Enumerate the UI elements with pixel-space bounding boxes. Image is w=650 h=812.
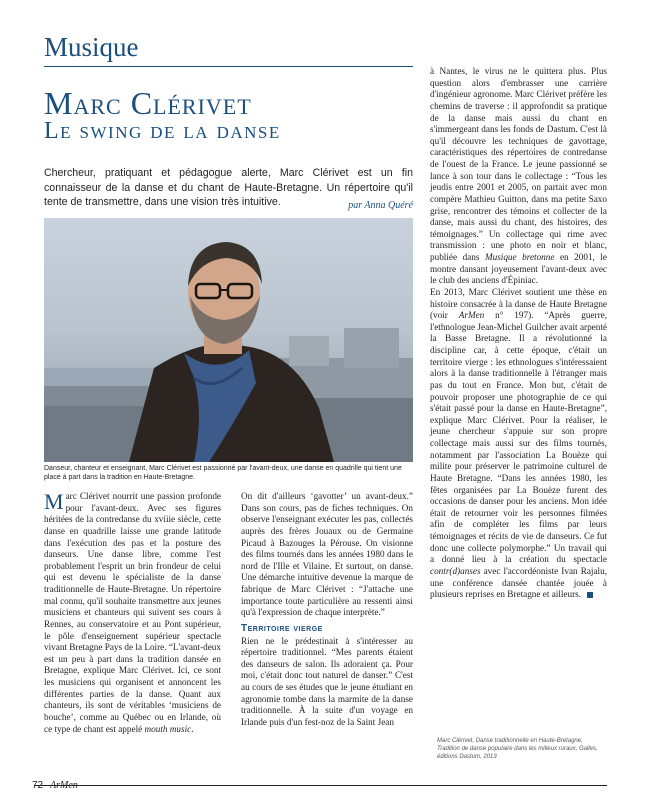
column-1-italic: mouth music: [144, 723, 192, 734]
portrait-photo: [44, 218, 413, 462]
portrait-illustration: [44, 218, 413, 462]
article-column-1: Marc Clérivet nourrit une passion profonde pour l'avant-deux. Avec ses figures héritées de la contredanse du xviiie siècle, cette danse en quadrille laisse une grande latitude dans l'exécution des pas et la posture des danseurs. Une danse libre, comme l'est probablement l'esprit un brin frondeur de celui qui est devenu le spécialiste de la danse traditionnelle de Haute-Bretagne. Un répertoire mal connu, qu'il souhaite transmettre aux jeunes musiciens et chanteurs qui suivent ses cours à Rennes, au conservatoire et au Pont supérieur, le pôle d'enseignement supérieur spectacle vivant Bretagne Pays de la Loire. “L'avant-deux est un peu à part dans la tradition dansée en Bretagne, explique Marc Clérivet. Ici, ce sont les musiciens qui organisent et annoncent les différentes parties de la danse. Quant aux chanteurs, ils sont de véritables ‘musiciens de bouche’, comme au Québec ou en Irlande, où ce type de chant est appelé mouth music.: [44, 489, 221, 734]
show-title-italic: contr(d)anses: [430, 565, 481, 576]
column-3-paragraph-1: à Nantes, le virus ne le quittera plus. Plus question alors d'embrasser une carrière d'ingénieur agronome. Marc Clérivet préfère les chemins de traverse : il approfondit sa pratique de la danse mais aussi du chant en s'immergeant dans les fonds de Dastum. C'est là qu'il découvre les techniques de gavottage, caractéristiques des répertoires de contredanse de l'ouest de la France. Le jeune passionné se lance à son tour dans le collectage : “Tous les jeudis entre 2001 et 2005, on partait avec mon compère Mathieu Guitton, dans ma petite Saxo grise, rencontrer des témoins et collecter de la danse, mais aussi du chant, des histoires, des témoignages.” Un collectage qui rime avec transmission : une photo en noir et blanc, publiée dans Musique bretonne en 2001, le montre dansant joyeusement l'avant-deux avec le club des anciens d'Épiniac.: [430, 66, 607, 286]
column-3-paragraph-2: En 2013, Marc Clérivet soutient une thèse en histoire consacrée à la danse de Haute Bretagne (voir ArMen n° 197). “Après guerre, l'ethnologue Jean-Michel Guilcher avait arpenté la Basse Bretagne. Il a révolutionné la discipline car, à cette époque, c'était un territoire vierge : les ethnologues s'intéressaient alors à la danse traditionnelle à l'étranger mais pas du tout en France. Mon but, c'était de pouvoir proposer une photographie de ce qui s'était passé pour la danse en Haute-Bretagne”, explique Marc Clérivet. Pour la réaliser, le jeune chercheur s'appuie sur son propre collectage mais aussi sur des films tournés, notamment par l'association La Bouèze qui milite pour préserver le patrimoine culturel de Haute Bretagne. “Dans les années 1980, les fêtes organisées par La Bouèze furent des occasions de danser pour les anciens. Mon idée était de retourner voir les personnes filmées afin de compléter les films par leurs témoignages et récits de vie de danseurs. Ce fut donc une collecte polymorphe.” Un travail qui a donné lieu à la création du spectacle contr(d)anses avec l'accordéoniste Ivan Rajalu, une conférence dansée chantée jouée à plusieurs reprises en Bretagne et ailleurs.: [430, 286, 608, 600]
footer-magazine-name: ArMen: [50, 780, 78, 791]
photo-caption: Danseur, chanteur et enseignant, Marc Clérivet est passionné par l'avant-deux, une danse en quadrille qui tient une place à part dans la tradition en Haute-Bretagne.: [44, 465, 402, 482]
article-intro: Chercheur, pratiquant et pédagogue alerte, Marc Clérivet est un fin connaisseur de la danse et du chant de Haute-Bretagne. Un répertoire qu'il tente de transmettre, dans une vision très intuitive.: [44, 167, 413, 209]
armen-italic: ArMen: [458, 310, 485, 321]
byline: par Anna Quéré: [348, 200, 413, 211]
column-1-text: arc Clérivet nourrit une passion profonde pour l'avant-deux. Avec ses figures héritées de la contredanse du xviiie siècle, cette danse en quadrille laisse une grande latitude dans l'exécution des pas et la posture des danseurs. Une danse libre, comme l'est probablement l'esprit un brin frondeur de celui qui est devenu le spécialiste de la danse traditionnelle de Haute-Bretagne. Un répertoire mal connu, qu'il souhaite transmettre aux jeunes musiciens et chanteurs qui suivent ses cours à Rennes, au conservatoire et au Pont supérieur, le pôle d'enseignement supérieur spectacle vivant Bretagne Pays de la Loire. “L'avant-deux est un peu à part dans la tradition dansée en Bretagne, explique Marc Clérivet. Ici, ce sont les musiciens qui organisent et annoncent les différentes parties de la danse. Quant aux chanteurs, ils sont de véritables ‘musiciens de bouche’, comme au Québec ou en Irlande, où ce type de chant est appelé: [44, 491, 221, 734]
column-2-paragraph-2: Rien ne le prédestinait à s'intéresser au répertoire traditionnel. “Mes parents étaient des danseurs de salon. Ils adoraient ça. Pour moi, c'était donc tout naturel de danser.” C'est au cours de ses études que le jeune étudiant en agronomie tombe dans la marmite de la danse traditionnelle. À la suite d'un voyage en Irlande puis d'un fest-noz de la Saint Jean: [241, 635, 413, 727]
article-column-3: [430, 66, 607, 601]
reference-note: Marc Clérivet, Danse traditionnelle en Haute-Bretagne, Tradition de danse populaire dans les milieux ruraux, Galles, éditions Dastum, 2013: [437, 738, 598, 760]
subheading: Territoire vierge: [241, 622, 323, 634]
section-rule: [44, 66, 413, 67]
article-subtitle: Le swing de la danse: [44, 118, 281, 144]
magazine-title-italic: Musique bretonne: [484, 252, 555, 262]
column-2-paragraph-1: On dit d'ailleurs ‘gavotter’ un avant-deux.” Dans son cours, pas de fiches techniques. On observe l'enseignant exécuter les pas, collectés auprès des frères Jouaux ou de Germaine Picaud à Bazouges la Pérouse. On visionne des films tournés dans les années 1980 dans le nord de l'Ille et Vilaine. Et surtout, on danse. Une démarche intuitive devenue la marque de fabrique de Marc Clérivet : “J'attache une importance toute particulière au ressenti ainsi qu'à l'expression de chaque interprète.”: [241, 491, 413, 618]
article-column-2: [241, 491, 413, 729]
drop-cap: M: [44, 489, 64, 514]
end-mark: [587, 592, 593, 598]
page-number: 72: [32, 780, 44, 791]
article-title: Marc Clérivet: [44, 85, 252, 121]
footer-rule: [34, 785, 607, 786]
section-title: Musique: [44, 32, 139, 62]
